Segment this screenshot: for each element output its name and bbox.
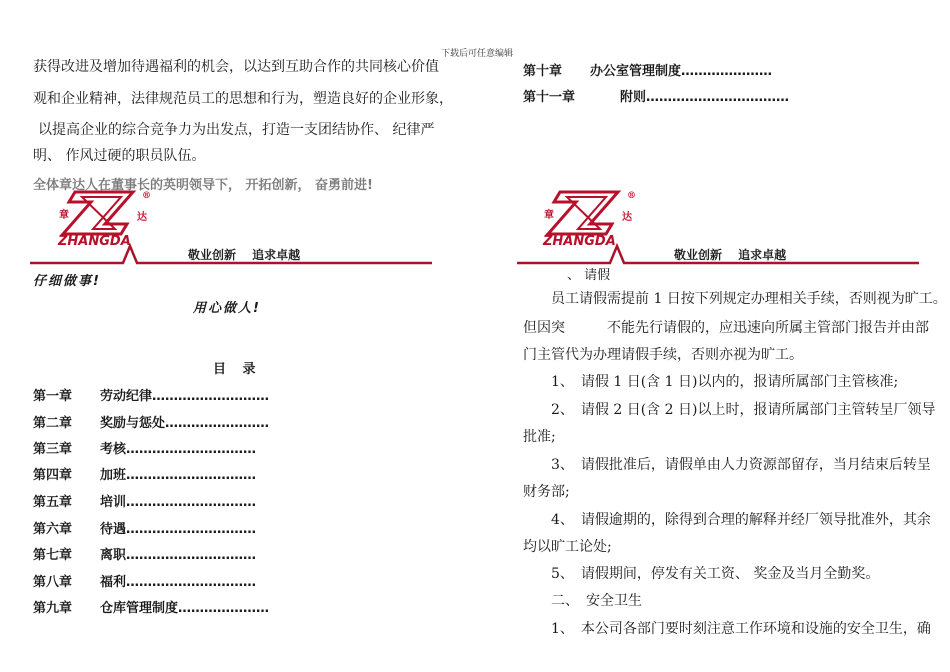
body-line: 二、 安全卫生 bbox=[551, 593, 642, 609]
intro-line: 明、 作风过硬的职员队伍。 bbox=[33, 148, 206, 164]
toc-chapter: 第三章 bbox=[33, 442, 73, 457]
logo-char-right: 达 bbox=[137, 212, 147, 223]
body-line: 财务部; bbox=[523, 484, 570, 500]
slogan-sincere-person: 用心做人! bbox=[193, 301, 261, 316]
toc-entry bbox=[33, 491, 257, 510]
logo-wordmark: ZHANGDA bbox=[543, 234, 616, 249]
toc-chapter: 第四章 bbox=[33, 468, 73, 483]
toc-entry bbox=[523, 60, 773, 79]
intro-line: 观和企业精神，法律规范员工的思想和行为，塑造良好的企业形象， bbox=[33, 91, 453, 107]
toc-entry bbox=[33, 464, 257, 483]
toc-chapter: 第六章 bbox=[33, 522, 73, 537]
intro-line: 以提高企业的综合竞争力为出发点，打造一支团结协作、 纪律严 bbox=[38, 122, 435, 138]
toc-entry bbox=[33, 412, 270, 431]
header-motto-fragment: 敬业创新 追求卓越 bbox=[188, 248, 301, 262]
body-line: 1、 本公司各部门要时刻注意工作环境和设施的安全卫生，确 bbox=[551, 621, 931, 637]
toc-chapter: 第一章 bbox=[33, 389, 73, 404]
registered-mark: ® bbox=[142, 191, 151, 201]
logo-wordmark: ZHANGDA bbox=[58, 234, 131, 249]
toc-chapter-title: 仓库管理制度………………… bbox=[100, 601, 270, 616]
toc-entry bbox=[33, 571, 257, 590]
company-logo bbox=[540, 188, 645, 250]
watermark-text: 下载后可任意编辑 bbox=[441, 49, 514, 59]
toc-chapter: 第七章 bbox=[33, 548, 73, 563]
toc-chapter: 第八章 bbox=[33, 575, 73, 590]
registered-mark: ® bbox=[627, 191, 636, 201]
intro-line: 获得改进及增加待遇福利的机会，以达到互助合作的共同核心价值 bbox=[33, 59, 439, 75]
toc-chapter: 第十一章 bbox=[523, 90, 576, 105]
toc-chapter-title: 福利………………………… bbox=[100, 575, 257, 590]
section-heading-cut: 、 请假 bbox=[567, 268, 611, 283]
toc-chapter-title: 奖励与惩处…………………… bbox=[100, 416, 270, 431]
toc-chapter-title: 培训………………………… bbox=[100, 495, 257, 510]
body-line: 门主管代为办理请假手续，否则亦视为旷工。 bbox=[523, 347, 803, 363]
toc-entry bbox=[33, 544, 257, 563]
toc-chapter-title: 加班………………………… bbox=[100, 468, 257, 483]
toc-entry bbox=[33, 597, 270, 616]
logo-char-left: 章 bbox=[59, 210, 69, 221]
body-line: 员工请假需提前 1 日按下列规定办理相关手续，否则视为旷工。 bbox=[551, 291, 947, 307]
body-line: 5、 请假期间，停发有关工资、 奖金及当月全勤奖。 bbox=[551, 566, 880, 582]
toc-chapter-title: 待遇………………………… bbox=[100, 522, 257, 537]
toc-entry bbox=[523, 86, 790, 105]
toc-chapter-title: 离职………………………… bbox=[100, 548, 257, 563]
toc-chapter: 第九章 bbox=[33, 601, 73, 616]
body-line: 4、 请假逾期的，除得到合理的解释并经厂领导批准外，其余 bbox=[551, 512, 931, 528]
toc-chapter: 第二章 bbox=[33, 416, 73, 431]
toc-chapter-title: 劳动纪律……………………… bbox=[100, 389, 270, 404]
toc-entry bbox=[33, 518, 257, 537]
body-line: 批准; bbox=[523, 429, 556, 445]
company-logo bbox=[55, 188, 160, 250]
body-line: 均以旷工论处; bbox=[523, 539, 612, 555]
toc-chapter: 第五章 bbox=[33, 495, 73, 510]
logo-char-left: 章 bbox=[544, 210, 554, 221]
toc-chapter-title: 附则…………………………… bbox=[620, 90, 790, 105]
body-line: 3、 请假批准后，请假单由人力资源部留存，当月结束后转呈 bbox=[551, 457, 931, 473]
toc-chapter: 第十章 bbox=[523, 64, 563, 79]
logo-char-right: 达 bbox=[622, 212, 632, 223]
body-line: 但因突 不能先行请假的，应迅速向所属主管部门报告并由部 bbox=[523, 320, 929, 336]
toc-chapter-title: 办公室管理制度………………… bbox=[590, 64, 773, 79]
body-line: 1、 请假 1 日(含 1 日)以内的，报请所属部门主管核准; bbox=[551, 374, 899, 390]
slogan-careful-work: 仔细做事! bbox=[33, 274, 101, 289]
toc-chapter-title: 考核………………………… bbox=[100, 442, 257, 457]
body-line: 2、 请假 2 日(含 2 日)以上时，报请所属部门主管转呈厂领导 bbox=[551, 402, 936, 418]
toc-entry bbox=[33, 438, 257, 457]
toc-title: 目 录 bbox=[213, 362, 262, 377]
header-motto-fragment: 敬业创新 追求卓越 bbox=[674, 248, 787, 262]
toc-entry bbox=[33, 385, 270, 404]
slogan-grey: 全体章达人在董事长的英明领导下， 开拓创新， 奋勇前进! bbox=[33, 178, 373, 193]
